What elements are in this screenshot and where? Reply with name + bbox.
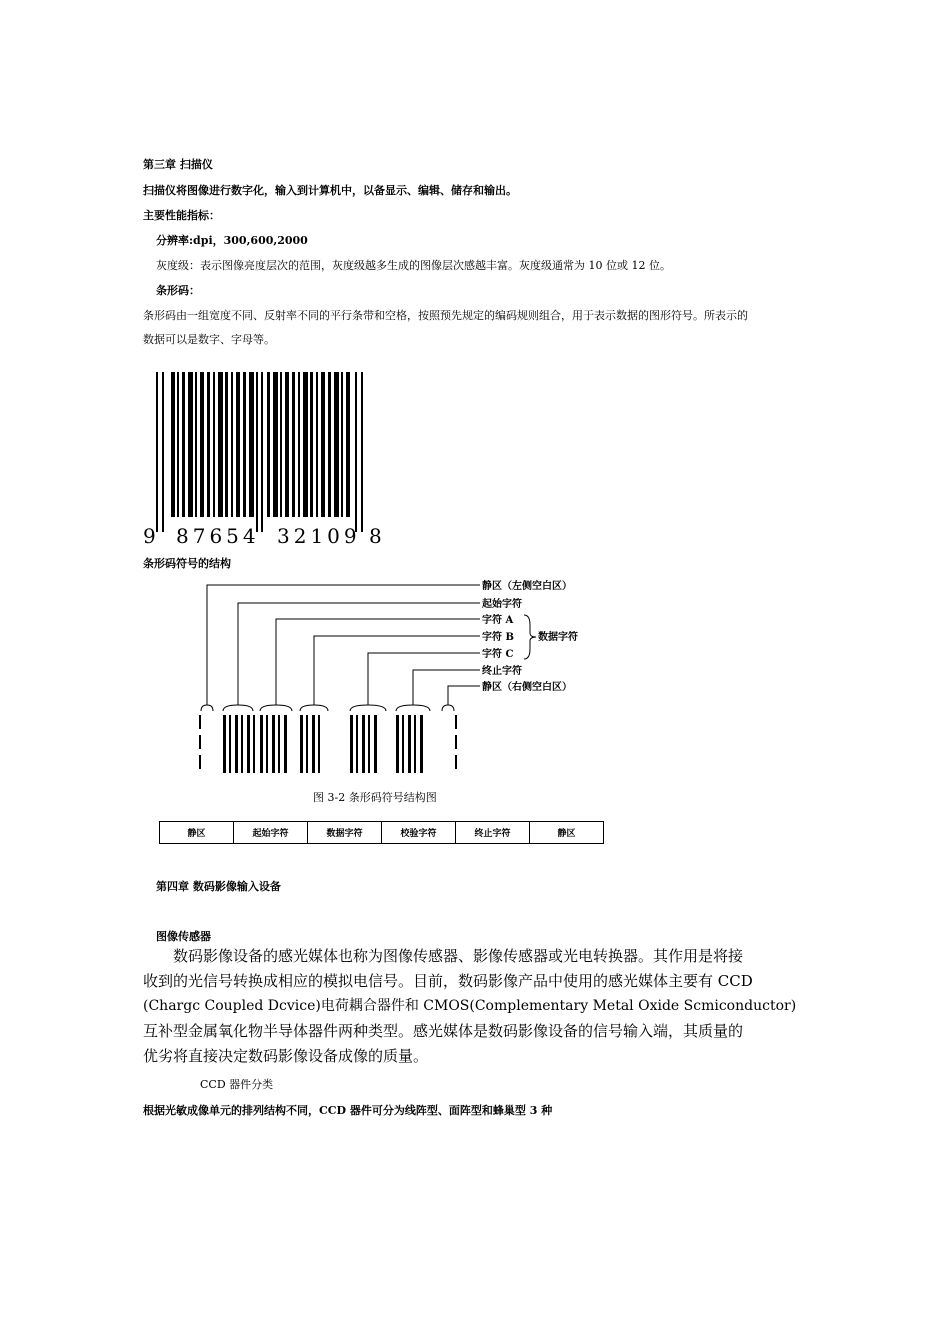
structure-bar [278, 715, 280, 773]
structure-bar [420, 715, 423, 773]
label-char-c: 字符 C [482, 649, 514, 660]
barcode-digits-group2: 32109 [277, 524, 361, 547]
structure-bar [260, 715, 263, 773]
structure-bar [414, 715, 416, 773]
segment-check: 校验字符 [382, 822, 456, 844]
structure-bar [362, 715, 365, 773]
barcode-bar [162, 372, 164, 532]
ccd-desc: 根据光敏成像单元的排列结构不同，CCD 器件可分为线阵型、面阵型和蜂巢型 3 种 [143, 1104, 553, 1117]
structure-bar [284, 715, 287, 773]
metrics-heading: 主要性能指标： [143, 209, 220, 222]
label-data-chars: 数据字符 [538, 632, 578, 643]
quiet-zone-mark [455, 715, 457, 729]
barcode-desc-line1: 条形码由一组宽度不同、反射率不同的平行条带和空格，按照预先规定的编码规则组合，用于表示数据的图形符号。所表示的 [143, 309, 748, 322]
grayscale-line: 灰度级：表示图像亮度层次的范围，灰度级越多生成的图像层次感越丰富。灰度级通常为 10 位或 12 位。 [156, 259, 671, 272]
barcode-bar [177, 372, 179, 517]
sensor-paragraph [143, 944, 796, 1069]
structure-bar [306, 715, 308, 773]
barcode-bar [267, 372, 270, 517]
quiet-zone-mark [455, 735, 457, 749]
quiet-zone-mark [199, 735, 201, 749]
segment-stop: 终止字符 [456, 822, 530, 844]
barcode-bar [334, 372, 339, 517]
structure-bar [374, 715, 377, 773]
barcode-bar [285, 372, 289, 517]
label-start-char: 起始字符 [482, 599, 522, 610]
barcode-bar [249, 372, 254, 517]
segment-quiet-right: 静区 [530, 822, 604, 844]
quiet-zone-mark [199, 755, 201, 769]
barcode-bar [261, 372, 263, 532]
barcode-bar [195, 372, 197, 517]
barcode-bar [213, 372, 215, 517]
structure-bar [235, 715, 238, 773]
barcode-bar [303, 372, 308, 517]
structure-bar [350, 715, 353, 773]
sensor-line-1: 数码影像设备的感光媒体也称为图像传感器、影像传感器或光电转换器。其作用是将接 [173, 947, 744, 965]
structure-bar [368, 715, 370, 773]
structure-bar [408, 715, 411, 773]
resolution-line: 分辨率:dpi，300,600,2000 [156, 234, 308, 247]
structure-bar [253, 715, 255, 773]
structure-bar [318, 715, 320, 773]
structure-bar [272, 715, 275, 773]
barcode-bar [316, 372, 318, 517]
sensor-line-2: 收到的光信号转换成相应的模拟电信号。目前，数码影像产品中使用的感光媒体主要有 CCD [143, 972, 753, 990]
barcode-bar [321, 372, 325, 517]
barcode-bar [207, 372, 210, 517]
barcode-bar [280, 372, 282, 517]
barcode-bar [346, 372, 350, 517]
barcode-bar [328, 372, 331, 517]
label-quiet-zone-right: 静区（右侧空白区） [482, 682, 572, 693]
barcode-bar [231, 372, 233, 517]
barcode-bar [341, 372, 343, 517]
figure-caption: 图 3-2 条形码符号结构图 [313, 791, 437, 804]
segment-quiet-left: 静区 [160, 822, 234, 844]
sensor-heading: 图像传感器 [156, 930, 211, 943]
chapter3-title: 第三章 扫描仪 [143, 158, 213, 171]
structure-bar [247, 715, 250, 773]
ccd-heading: CCD 器件分类 [200, 1078, 274, 1091]
barcode-bar [236, 372, 240, 517]
barcode-bar [200, 372, 204, 517]
structure-heading: 条形码符号的结构 [143, 557, 231, 570]
structure-bar [312, 715, 315, 773]
barcode-bar [156, 372, 158, 532]
structure-bar [402, 715, 404, 773]
barcode-bar [273, 372, 278, 517]
barcode-bar [310, 372, 313, 517]
chapter3-intro: 扫描仪将图像进行数字化，输入到计算机中，以备显示、编辑、储存和输出。 [143, 184, 517, 197]
label-char-b: 字符 B [482, 632, 514, 643]
label-char-a: 字符 A [482, 615, 514, 626]
structure-bar [356, 715, 358, 773]
barcode-desc-line2: 数据可以是数字、字母等。 [143, 333, 275, 346]
barcode-image [143, 372, 393, 547]
barcode-digits-group1: 87654 [176, 524, 260, 547]
barcode-bar [355, 372, 357, 532]
sensor-line-3: (Chargc Coupled Dcvice)电荷耦合器件和 CMOS(Complementary Metal Oxide Scmiconductor) [143, 998, 797, 1014]
chapter4-title: 第四章 数码影像输入设备 [156, 880, 281, 893]
structure-bar [241, 715, 243, 773]
barcode-bar [298, 372, 300, 517]
barcode-structure-diagram [190, 575, 590, 810]
structure-bar [266, 715, 268, 773]
barcode-segment-table [159, 821, 604, 844]
label-quiet-zone-left: 静区（左侧空白区） [482, 581, 572, 592]
barcode-bar [225, 372, 228, 517]
sensor-line-4: 互补型金属氧化物半导体器件两种类型。感光媒体是数码影像设备的信号输入端，其质量的 [143, 1022, 744, 1040]
barcode-digit-left: 9 [143, 524, 156, 547]
barcode-bar [292, 372, 295, 517]
barcode-heading: 条形码： [156, 284, 200, 297]
barcode-bar [256, 372, 258, 532]
label-stop-char: 终止字符 [482, 666, 522, 677]
quiet-zone-mark [455, 755, 457, 769]
segment-start: 起始字符 [234, 822, 308, 844]
structure-bar [396, 715, 399, 773]
barcode-bar [361, 372, 363, 532]
structure-bar [223, 715, 226, 773]
structure-bar [229, 715, 231, 773]
segment-data: 数据字符 [308, 822, 382, 844]
barcode-bar [218, 372, 223, 517]
barcode-bar [171, 372, 175, 517]
barcode-bar [243, 372, 246, 517]
barcode-bar [182, 372, 185, 517]
sensor-line-5: 优劣将直接决定数码影像设备成像的质量。 [143, 1047, 429, 1065]
quiet-zone-mark [199, 715, 201, 729]
barcode-bar [188, 372, 193, 517]
structure-bar [300, 715, 303, 773]
barcode-digit-right: 8 [369, 524, 382, 547]
